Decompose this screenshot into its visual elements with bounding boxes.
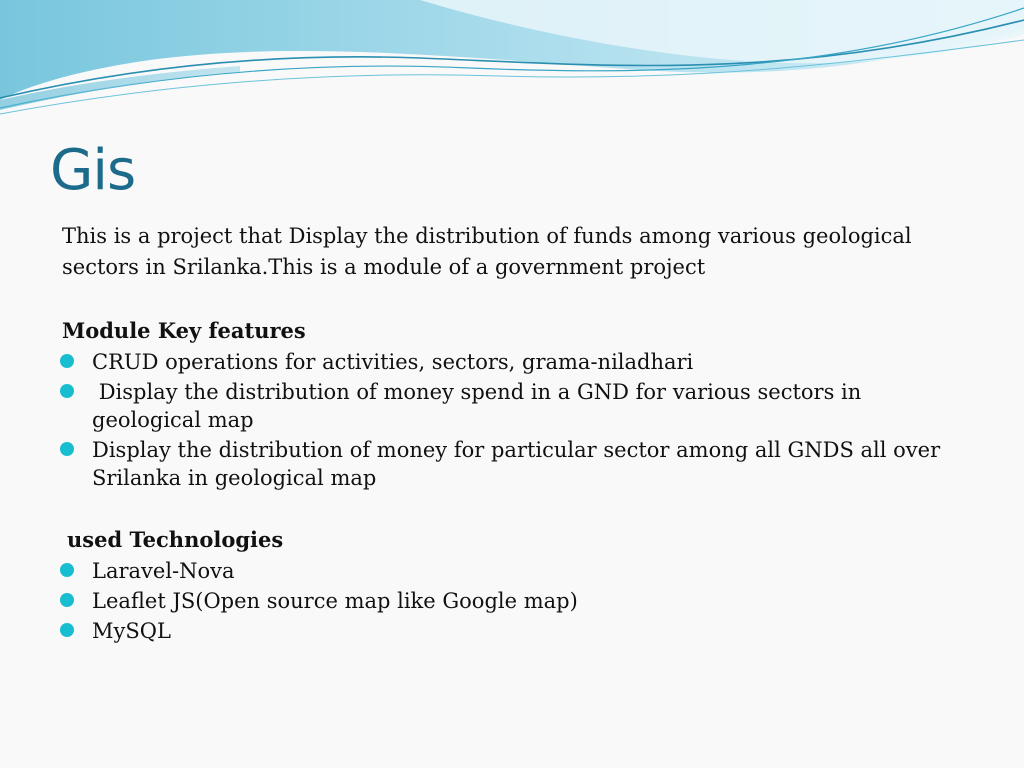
technologies-heading: used Technologies <box>67 527 284 552</box>
slide-body <box>62 221 962 645</box>
bullet-icon <box>60 354 74 368</box>
list-item-text: MySQL <box>92 619 171 643</box>
list-item <box>62 617 962 645</box>
list-item <box>62 557 962 585</box>
technologies-list <box>62 557 962 645</box>
intro-paragraph: This is a project that Display the distribution of funds among various geological sectors in Srilanka.This is a module of a government project <box>62 224 912 279</box>
bullet-icon <box>60 623 74 637</box>
features-list <box>62 348 962 492</box>
slide-title: Gis <box>50 138 136 203</box>
list-item-text: Leaflet JS(Open source map like Google map) <box>92 589 578 613</box>
list-item-text: Display the distribution of money for particular sector among all GNDS all over Srilanka in geological map <box>92 438 941 490</box>
list-item-text: Display the distribution of money spend in a GND for various sectors in geological map <box>92 380 868 432</box>
bullet-icon <box>60 442 74 456</box>
bullet-icon <box>60 563 74 577</box>
header-wave-decoration <box>0 0 1024 120</box>
bullet-icon <box>60 384 74 398</box>
list-item <box>62 348 962 376</box>
list-item-text: CRUD operations for activities, sectors, grama-niladhari <box>92 350 694 374</box>
list-item-text: Laravel-Nova <box>92 559 235 583</box>
features-heading: Module Key features <box>62 318 306 343</box>
list-item <box>62 378 962 434</box>
bullet-icon <box>60 593 74 607</box>
list-item <box>62 436 962 492</box>
list-item <box>62 587 962 615</box>
